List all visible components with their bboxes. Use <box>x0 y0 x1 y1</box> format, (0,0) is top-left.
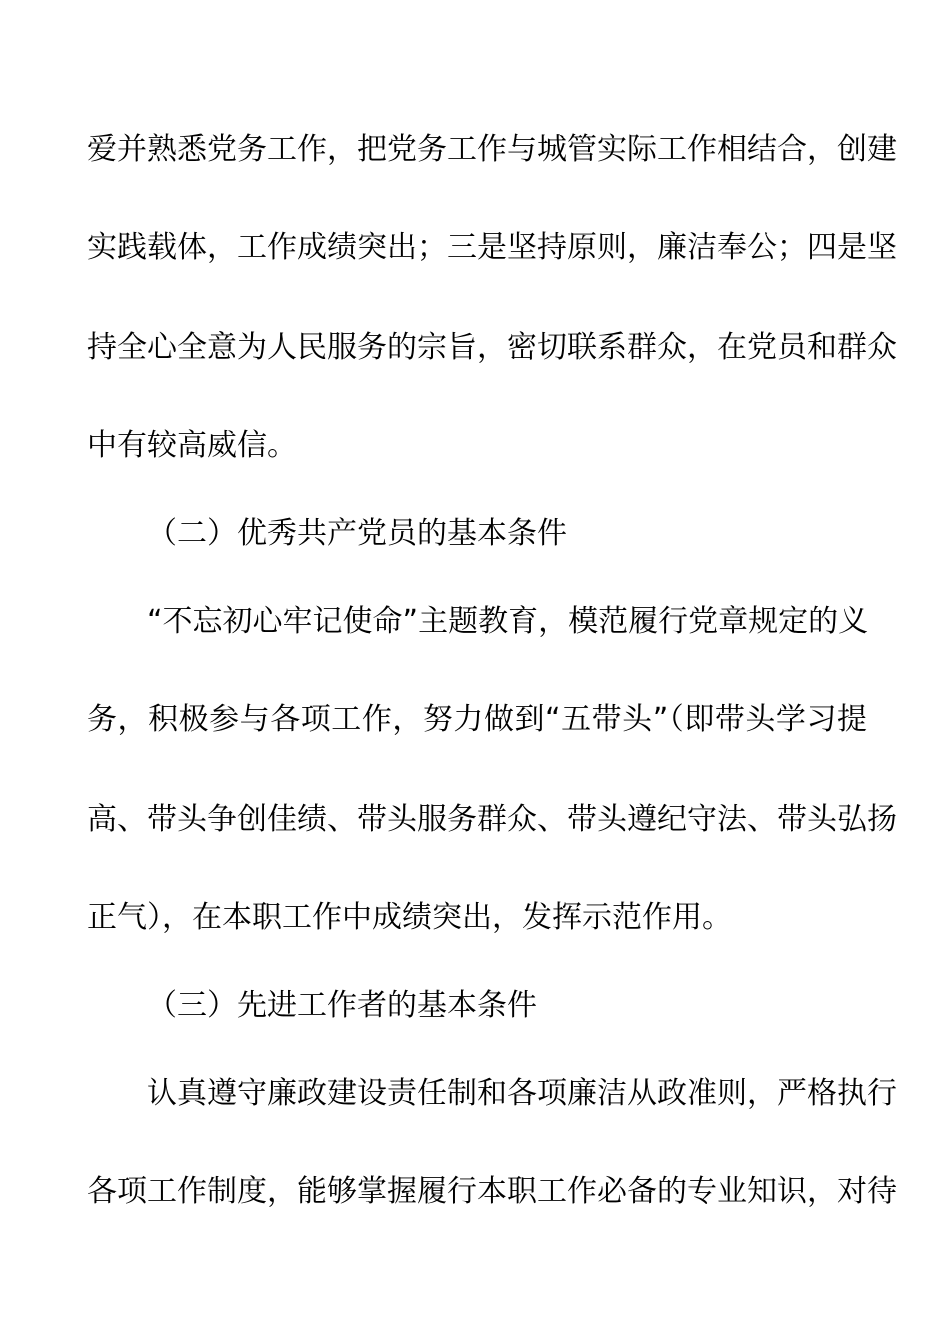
paragraph-3-line-1: 认真遵守廉政建设责任制和各项廉洁从政准则，严格执行 <box>147 1076 897 1111</box>
paragraph-1-line-4: 中有较高威信。 <box>87 428 297 463</box>
paragraph-2-line-2: 务，积极参与各项工作，努力做到“五带头”（即带头学习提 <box>87 702 867 737</box>
paragraph-1-line-2: 实践载体，工作成绩突出；三是坚持原则，廉洁奉公；四是坚 <box>87 230 897 265</box>
paragraph-2-line-1: “不忘初心牢记使命”主题教育，模范履行党章规定的义 <box>147 604 869 639</box>
paragraph-3-line-2: 各项工作制度，能够掌握履行本职工作必备的专业知识，对待 <box>87 1174 897 1209</box>
section-heading-2: （二）优秀共产党员的基本条件 <box>147 516 567 551</box>
section-heading-3: （三）先进工作者的基本条件 <box>147 988 537 1023</box>
paragraph-2-line-3: 高、带头争创佳绩、带头服务群众、带头遵纪守法、带头弘扬 <box>87 802 897 837</box>
paragraph-1-line-1: 爱并熟悉党务工作，把党务工作与城管实际工作相结合，创建 <box>87 132 897 167</box>
paragraph-2-line-4: 正气），在本职工作中成绩突出，发挥示范作用。 <box>87 900 732 935</box>
paragraph-1-line-3: 持全心全意为人民服务的宗旨，密切联系群众，在党员和群众 <box>87 330 897 365</box>
